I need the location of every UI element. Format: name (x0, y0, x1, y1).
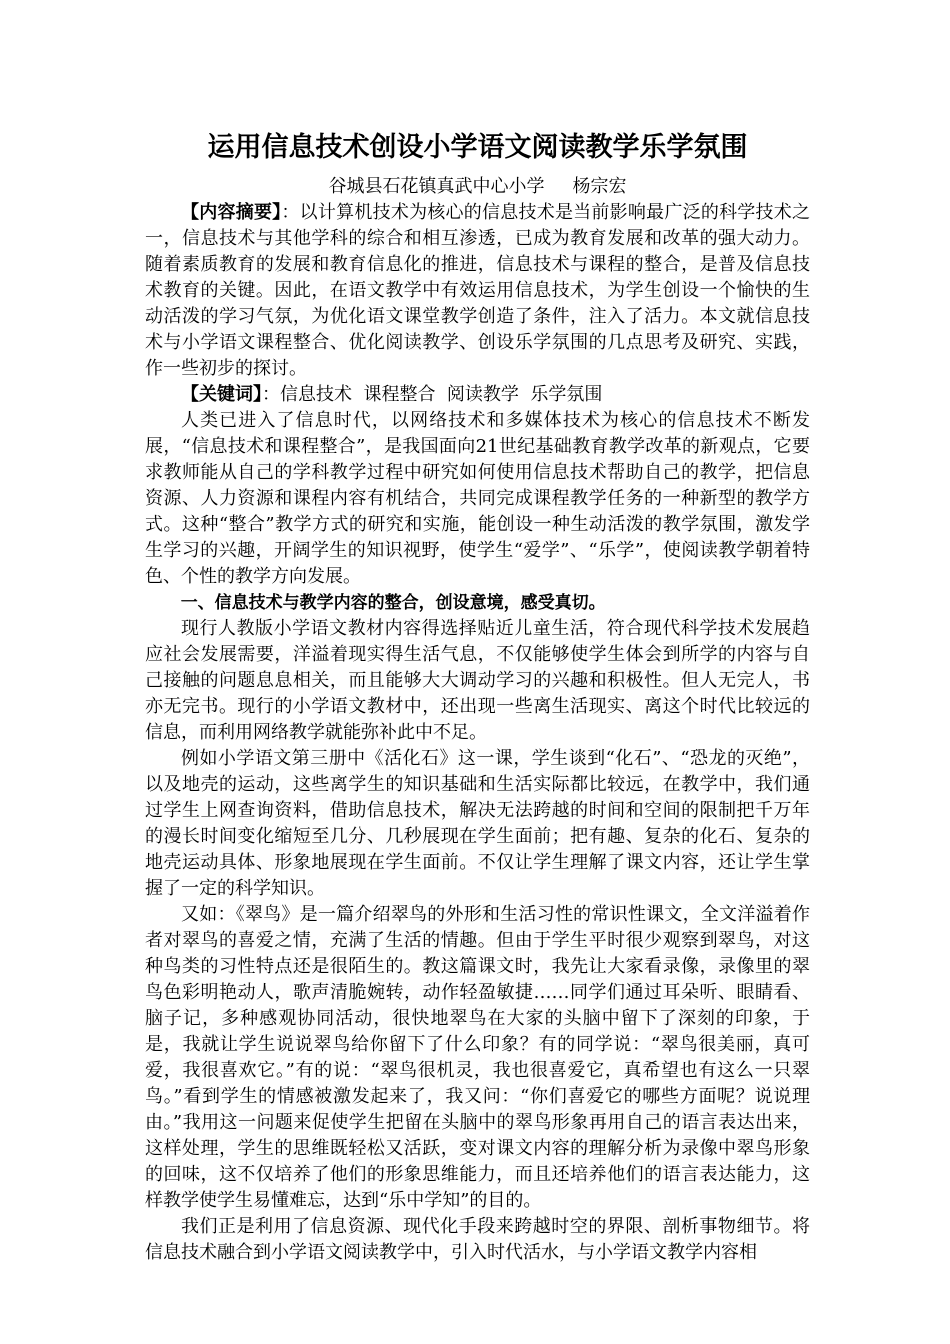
keywords-label: 【关键词】 (181, 384, 262, 405)
document-title: 运用信息技术创设小学语文阅读教学乐学氛围 (207, 132, 748, 163)
keywords-text: ：信息技术 课程整合 阅读教学 乐学氛围 (262, 384, 603, 405)
body-paragraph: 又如：《翠鸟》是一篇介绍翠鸟的外形和生活习性的常识性课文，全文洋溢着作者对翠鸟的喜爱之情，充满了生活的情趣。但由于学生平时很少观察到翠鸟，对这种鸟类的习性特点还是很陌生的。教这篇课文时，我先让大家看录像，录像里的翠鸟色彩明艳动人，歌声清脆婉转，动作轻盈敏捷……同学们通过耳朵听、眼睛看、脑子记，多种感观协同活动，很快地翠鸟在大家的头脑中留下了深刻的印象，于是，我就让学生说说翠鸟给你留下了什么印象？有的同学说：“翠鸟很美丽，真可爱，我很喜欢它。”有的说：“翠鸟很机灵，我也很喜爱它，真希望也有这么一只翠鸟。”看到学生的情感被激发起来了，我又问：“你们喜爱它的哪些方面呢？说说理由。”我用这一问题来促使学生把留在头脑中的翠鸟形象再用自己的语言表达出来，这样处理，学生的思维既轻松又活跃，变对课文内容的理解分析为录像中翠鸟形象的回味，这不仅培养了他们的形象思维能力，而且还培养他们的语言表达能力，这样教学使学生易懂难忘，达到“乐中学知”的目的。 (145, 904, 810, 1211)
keywords-paragraph (145, 382, 810, 408)
document-page (145, 126, 810, 1266)
intro-paragraph: 人类已进入了信息时代，以网络技术和多媒体技术为核心的信息技术不断发展，“信息技术和课程整合”，是我国面向21世纪基础教育教学改革的新观点，它要求教师能从自己的学科教学过程中研究如何使用信息技术帮助自己的教学，把信息资源、人力资源和课程内容有机结合，共同完成课程教学任务的一种新型的教学方式。这种“整合”教学方式的研究和实施，能创设一种生动活泼的教学氛围，激发学生学习的兴趣，开阔学生的知识视野，使学生“爱学”、“乐学”，使阅读教学朝着特色、个性的教学方向发展。 (145, 410, 810, 587)
body-paragraph: 我们正是利用了信息资源、现代化手段来跨越时空的界限、剖析事物细节。将信息技术融合到小学语文阅读教学中，引入时代活水，与小学语文教学内容相 (145, 1216, 810, 1263)
abstract-label: 【内容摘要】 (181, 202, 282, 223)
author-school: 谷城县石花镇真武中心小学 (328, 176, 545, 197)
body-paragraph: 例如小学语文第三册中《活化石》这一课，学生谈到“化石”、“恐龙的灭绝”，以及地壳的运动，这些离学生的知识基础和生活实际都比较远，在教学中，我们通过学生上网查询资料，借助信息技术，解决无法跨越的时间和空间的限制把千万年的漫长时间变化缩短至几分、几秒展现在学生面前；把有趣、复杂的化石、复杂的地壳运动具体、形象地展现在学生面前。不仅让学生理解了课文内容，还让学生掌握了一定的科学知识。 (145, 748, 810, 899)
author-line (145, 174, 810, 200)
abstract-text: ：以计算机技术为核心的信息技术是当前影响最广泛的科学技术之一，信息技术与其他学科的综合和相互渗透，已成为教育发展和改革的强大动力。随着素质教育的发展和教育信息化的推进，信息技术与课程的整合，是普及信息技术教育的关键。因此，在语文教学中有效运用信息技术，为学生创设一个愉快的生动活泼的学习气氛，为优化语文课堂教学创造了条件，注入了活力。本文就信息技术与小学语文课程整合、优化阅读教学、创设乐学氛围的几点思考及研究、实践，作一些初步的探讨。 (145, 202, 811, 379)
author-name: 杨宗宏 (572, 176, 627, 197)
section-heading: 一、信息技术与教学内容的整合，创设意境，感受真切。 (180, 593, 606, 613)
body-paragraph: 现行人教版小学语文教材内容得选择贴近儿童生活，符合现代科学技术发展趋应社会发展需要，洋溢着现实得生活气息，不仅能够使学生体会到所学的内容与自己接触的问题息息相关，而且能够大大调动学习的兴趣和积极性。但人无完人，书亦无完书。现行的小学语文教材中，还出现一些离生活现实、离这个时代比较远的信息，而利用网络教学就能弥补此中不足。 (145, 618, 810, 743)
abstract-paragraph (145, 200, 810, 382)
